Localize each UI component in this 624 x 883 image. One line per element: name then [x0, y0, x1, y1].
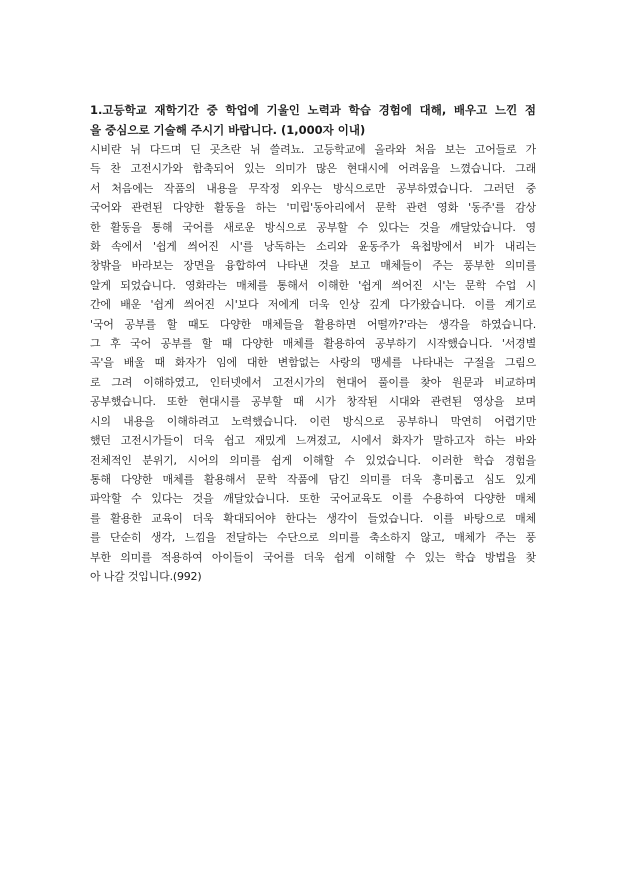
answer-line: 아 나갈 것입니다.(992) — [90, 569, 202, 583]
answer-line: 서 처음에는 작품의 내용을 무작정 외우는 방식으로만 공부하였습니다. 그러던 중 — [90, 181, 536, 195]
answer-line: 공부했습니다. 또한 현대시를 공부할 때 시가 창작된 시대와 관련된 영상을 보며 — [90, 395, 536, 409]
answer-line: 파악할 수 있다는 것을 깨달았습니다. 또한 국어교육도 이를 수용하여 다양한 매체 — [90, 492, 536, 506]
answer-line: 시비란 뉘 다드며 딘 곳츠란 뉘 쓸려뇨. 고등학교에 올라와 처음 보는 고어들로 가 — [90, 143, 536, 156]
answer-line: 곡'을 배울 때 화자가 임에 대한 변함없는 사랑의 맹세를 나타내는 구절을 그림으 — [90, 356, 536, 370]
answer-line: 득 찬 고전시가와 함축되어 있는 의미가 많은 현대시에 어려움을 느꼈습니다. 그래 — [90, 162, 536, 176]
answer-line: 로 그려 이해하였고, 인터넷에서 고전시가의 현대어 풀이를 찾아 원문과 비교하며 — [90, 375, 536, 389]
answer-line: '국어 공부를 할 때도 다양한 매체들을 활용하면 어떨까?'라는 생각을 하였습니다. — [90, 317, 536, 331]
question-line: 을 중심으로 기술해 주시기 바랍니다. (1,000자 이내) — [90, 123, 366, 137]
answer-line: 시의 내용을 이해하려고 노력했습니다. 이런 방식으로 공부하니 막연히 어렵기만 — [90, 414, 536, 428]
answer-line: 전체적인 분위기, 시어의 의미를 쉽게 이해할 수 있었습니다. 이러한 학습 경험을 — [90, 453, 536, 467]
answer-line: 를 단순히 생각, 느낌을 전달하는 수단으로 의미를 축소하지 않고, 매체가 주는 풍 — [90, 531, 536, 545]
essay-answer — [90, 140, 536, 586]
answer-line: 부한 의미를 적용하여 아이들이 국어를 더욱 쉽게 이해할 수 있는 학습 방법을 찾 — [90, 550, 536, 564]
answer-line: 창밖을 바라보는 장면을 융합하여 나타낸 것을 보고 매체들이 주는 풍부한 의미를 — [90, 259, 536, 273]
answer-line: 했던 고전시가들이 더욱 쉽고 재밌게 느껴졌고, 시에서 화자가 말하고자 하는 바와 — [90, 434, 536, 448]
answer-line: 통해 다양한 매체를 활용해서 문학 작품에 담긴 의미를 더욱 흥미롭고 심도 있게 — [90, 472, 536, 486]
answer-line: 알게 되었습니다. 영화라는 매체를 통해서 이해한 '쉽게 씌어진 시'는 문학 수업 시 — [90, 278, 536, 292]
answer-line: 간에 배운 '쉽게 씌어진 시'보다 저에게 더욱 인상 깊게 다가왔습니다. 이를 계기로 — [90, 298, 536, 312]
answer-line: 한 활동을 통해 국어를 새로운 방식으로 공부할 수 있다는 것을 깨달았습니다. 영 — [90, 220, 536, 234]
answer-line: 를 활용한 교육이 더욱 확대되어야 한다는 생각이 들었습니다. 이를 바탕으로 매체 — [90, 511, 536, 525]
essay-content — [90, 100, 536, 586]
question-line: 1.고등학교 재학기간 중 학업에 기울인 노력과 학습 경험에 대해, 배우고 느낀 점 — [90, 103, 536, 117]
answer-line: 화 속에서 '쉽게 씌어진 시'를 낭독하는 소리와 윤동주가 육첩방에서 비가 내리는 — [90, 240, 536, 254]
essay-question — [90, 100, 536, 140]
answer-line: 그 후 국어 공부를 할 때 다양한 매체를 활용하여 공부하기 시작했습니다. '서경별 — [90, 337, 536, 351]
answer-line: 국어와 관련된 다양한 활동을 하는 '미립'동아리에서 문학 관련 영화 '동주'를 감상 — [90, 201, 536, 215]
